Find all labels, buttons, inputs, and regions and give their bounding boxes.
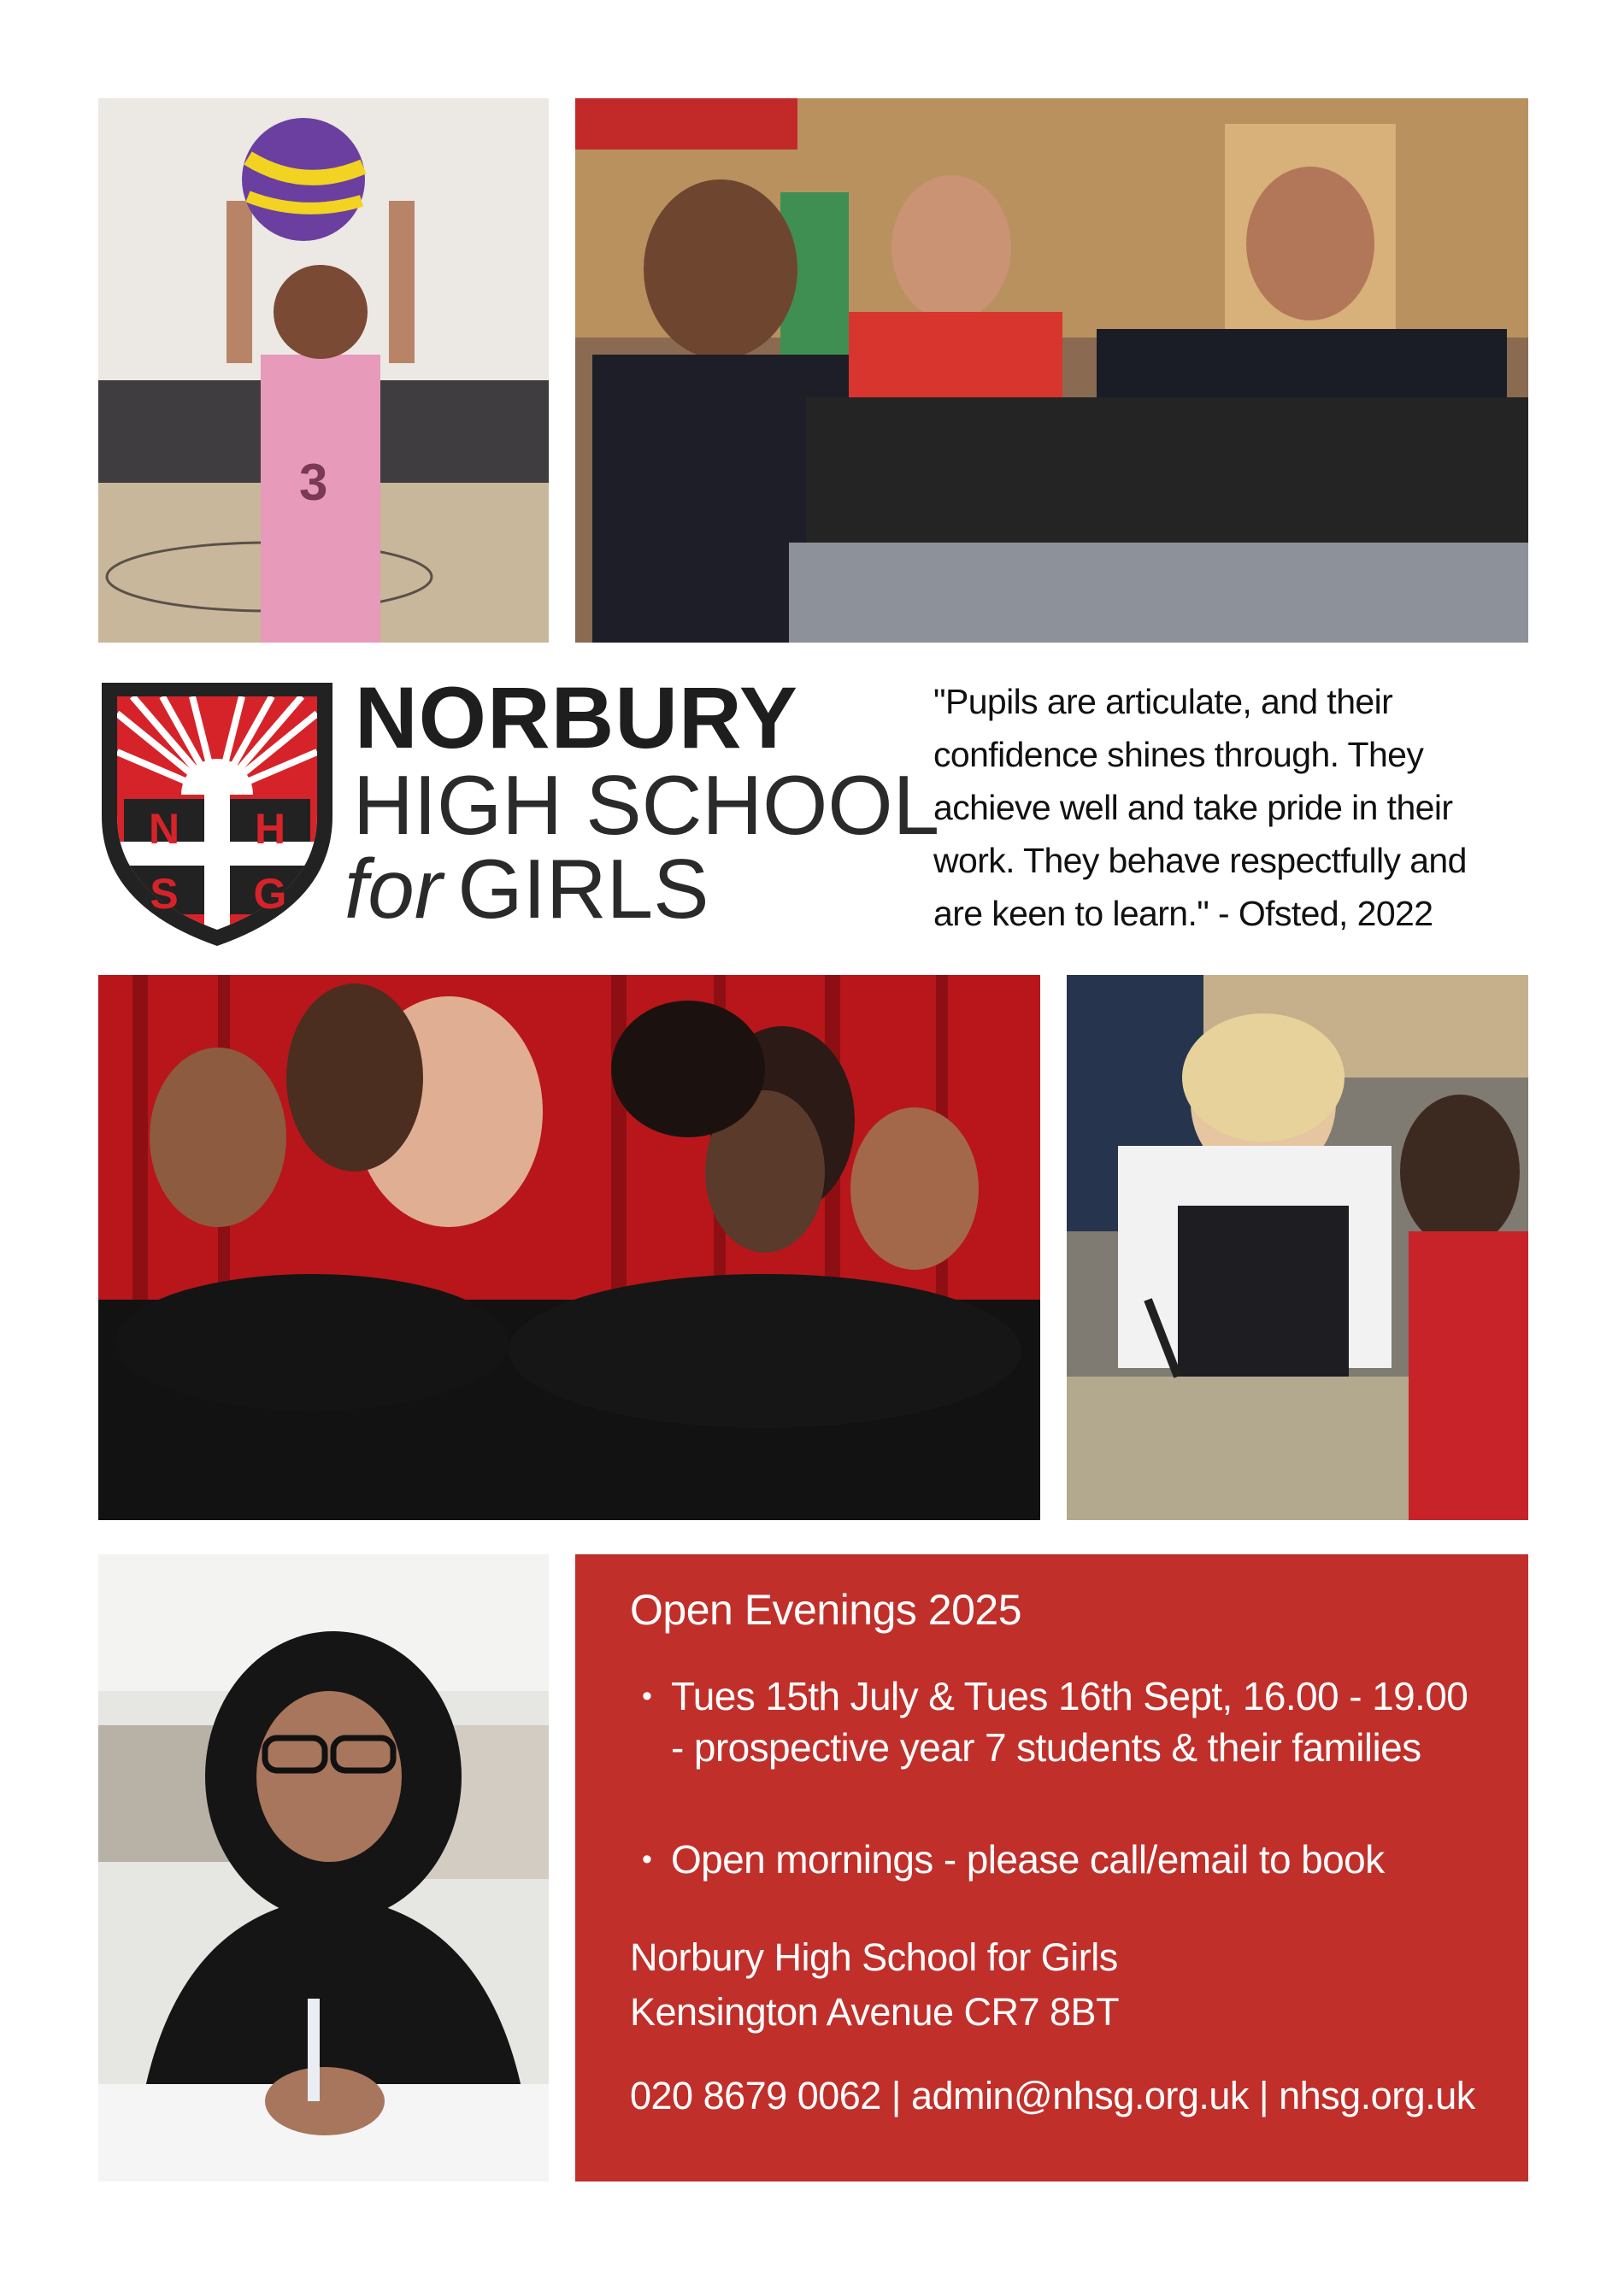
open-mornings-text: Open mornings - please call/email to book — [671, 1837, 1385, 1882]
quote-line: "Pupils are articulate, and their — [933, 682, 1393, 721]
logo-wordmark-for-girls — [344, 842, 709, 936]
school-address — [630, 1930, 1119, 2040]
event-dates: Tues 15th July & Tues 16th Sept, 16.00 - 19.00 — [671, 1674, 1468, 1718]
quote-line: work. They behave respectfully and — [933, 841, 1467, 880]
photo-students-talking — [575, 98, 1528, 643]
crest-letter-s: S — [150, 870, 179, 918]
open-evenings-panel — [575, 1554, 1528, 2181]
address-line-street: Kensington Avenue CR7 8BT — [630, 1990, 1120, 2034]
bullet-icon: • — [642, 1680, 652, 1712]
photo-choir-singing — [98, 975, 1040, 1520]
crest-letter-h: H — [254, 805, 286, 853]
svg-text:3: 3 — [299, 454, 328, 511]
quote-line: are keen to learn." - Ofsted, 2022 — [933, 894, 1433, 933]
logo-wordmark-high-school: HIGH SCHOOL — [353, 758, 940, 852]
crest-letter-g: G — [253, 870, 287, 918]
quote-line: confidence shines through. They — [933, 735, 1424, 774]
contact-details: 020 8679 0062 | admin@nhsg.org.uk | nhsg.org.uk — [630, 2074, 1475, 2117]
logo-wordmark-norbury: NORBURY — [355, 669, 798, 766]
address-line-name: Norbury High School for Girls — [630, 1935, 1118, 1979]
crest-shield-icon — [98, 679, 336, 948]
logo-word-girls: GIRLS — [457, 842, 709, 936]
photo-craft-lesson — [1067, 975, 1528, 1520]
bullet-icon: • — [642, 1843, 652, 1876]
event-bullet-open-mornings — [642, 1834, 1385, 1885]
photo-student-writing — [98, 1554, 549, 2181]
open-evenings-heading: Open Evenings 2025 — [630, 1586, 1022, 1634]
logo-word-for: for — [344, 842, 443, 936]
event-bullet-open-evenings — [642, 1671, 1468, 1773]
event-audience: - prospective year 7 students & their families — [671, 1725, 1421, 1770]
photo-basketball-player — [98, 98, 549, 643]
quote-line: achieve well and take pride in their — [933, 788, 1453, 827]
crest-letter-n: N — [148, 805, 180, 853]
ofsted-quote — [933, 675, 1532, 940]
school-logo — [98, 669, 940, 948]
